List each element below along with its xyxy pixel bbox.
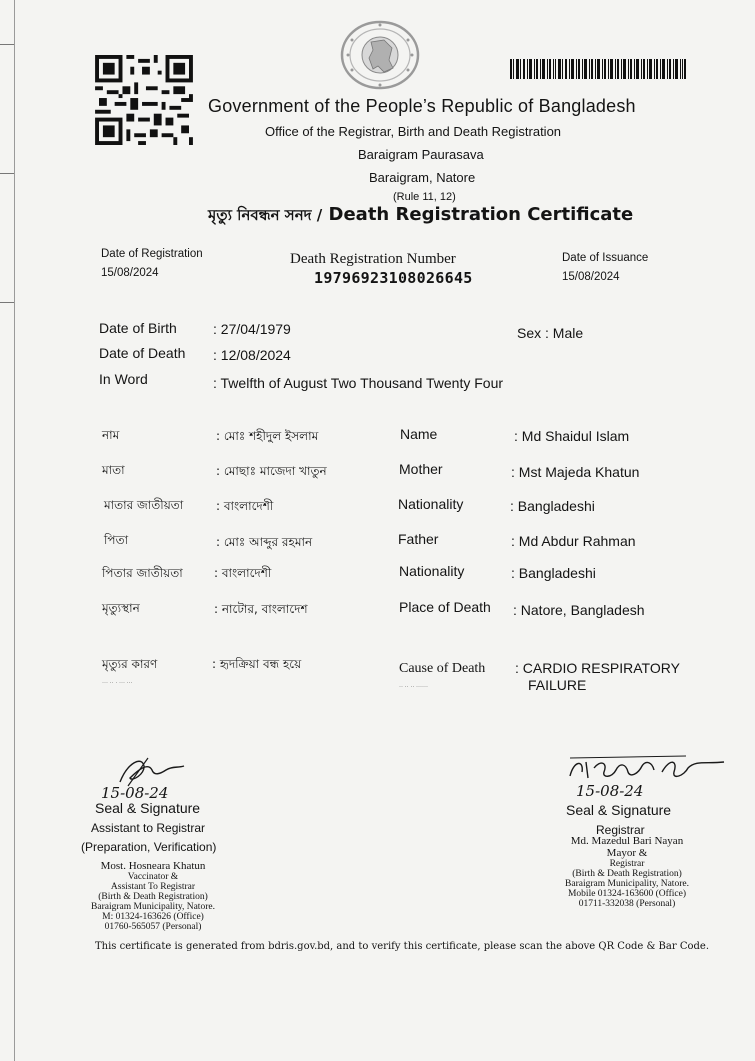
father-value-bn: : মোঃ আব্দুর রহমান bbox=[216, 535, 313, 549]
cause-label-bn-note: ··· ·· · ··· ··· bbox=[102, 680, 133, 686]
date-of-issuance-value: 15/08/2024 bbox=[562, 271, 620, 283]
left-seal-label: Seal & Signature bbox=[95, 800, 201, 816]
place-of-death-label: Place of Death bbox=[399, 599, 491, 615]
left-border-rule bbox=[0, 0, 15, 1061]
assistant-stamp-line: 01760-565057 (Personal) bbox=[104, 922, 202, 932]
father-nationality-value-bn: : বাংলাদেশী bbox=[214, 566, 272, 580]
cause-value-bn: : হৃদক্রিয়া বন্ধ হয়ে bbox=[212, 657, 302, 671]
name-value-bn: : মোঃ শহীদুল ইসলাম bbox=[216, 429, 319, 443]
father-nationality-label-bn: পিতার জাতীয়তা bbox=[102, 566, 183, 580]
registrar-stamp-line: Baraigram Municipality, Natore. bbox=[565, 879, 689, 889]
assistant-role-note: (Preparation, Verification) bbox=[81, 840, 217, 854]
date-of-registration-value: 15/08/2024 bbox=[101, 267, 159, 279]
dod-label: Date of Death bbox=[99, 345, 186, 361]
name-value: : Md Shaidul Islam bbox=[514, 428, 630, 444]
location-name: Baraigram, Natore bbox=[369, 170, 476, 185]
father-label: Father bbox=[398, 531, 439, 547]
inword-value: : Twelfth of August Two Thousand Twenty Four bbox=[213, 375, 504, 391]
cause-label: Cause of Death bbox=[399, 661, 486, 676]
cause-label-bn: মৃত্যুর কারণ bbox=[102, 657, 158, 671]
place-of-death-value-bn: : নাটোর, বাংলাদেশ bbox=[214, 602, 308, 616]
border-tick bbox=[0, 44, 14, 45]
rule-reference: (Rule 11, 12) bbox=[393, 191, 456, 203]
dob-value: : 27/04/1979 bbox=[213, 321, 291, 337]
registrar-stamp-line: 01711-332038 (Personal) bbox=[578, 899, 676, 909]
dob-label: Date of Birth bbox=[99, 320, 177, 336]
name-label: Name bbox=[400, 426, 438, 442]
father-label-bn: পিতা bbox=[104, 533, 129, 547]
cause-value-line1: : CARDIO RESPIRATORY bbox=[515, 660, 680, 676]
assistant-stamp-line: M: 01324-163626 (Office) bbox=[102, 912, 204, 922]
office-name: Office of the Registrar, Birth and Death Registration bbox=[265, 124, 562, 139]
mother-value: : Mst Majeda Khatun bbox=[511, 464, 640, 480]
sex-field: Sex : Male bbox=[517, 325, 584, 341]
government-seal-icon bbox=[340, 20, 420, 90]
mother-nationality-value-bn: : বাংলাদেশী bbox=[216, 499, 274, 513]
border-tick bbox=[0, 302, 14, 303]
assistant-stamp-line: Most. Hosneara Khatun bbox=[100, 860, 206, 872]
qr-code-icon[interactable] bbox=[95, 55, 193, 145]
registrar-stamp-line: Md. Mazedul Bari Nayan bbox=[570, 835, 684, 847]
mother-nationality-label-bn: মাতার জাতীয়তা bbox=[104, 498, 184, 512]
inword-label: In Word bbox=[99, 371, 148, 387]
assistant-stamp bbox=[78, 860, 228, 932]
certificate-title bbox=[208, 204, 633, 229]
assistant-role: Assistant to Registrar bbox=[91, 821, 206, 835]
name-label-bn: নাম bbox=[102, 428, 120, 442]
father-nationality-value: : Bangladeshi bbox=[511, 565, 596, 581]
verification-footer: This certificate is generated from bdris.gov.bd, and to verify this certificate, please scan the above QR Code & Bar Code. bbox=[95, 941, 709, 952]
place-of-death-value: : Natore, Bangladesh bbox=[513, 602, 645, 618]
father-nationality-label: Nationality bbox=[399, 563, 465, 579]
certificate-title-en: Death Registration Certificate bbox=[328, 204, 634, 225]
place-of-death-label-bn: মৃত্যুস্থান bbox=[102, 601, 140, 615]
certificate-title-bn: মৃত্যু নিবন্ধন সনদ / bbox=[208, 206, 323, 224]
registrar-stamp-line: (Birth & Death Registration) bbox=[572, 869, 682, 879]
registrar-signature-icon bbox=[566, 752, 726, 786]
father-value: : Md Abdur Rahman bbox=[511, 533, 636, 549]
registrar-stamp-line: Registrar bbox=[609, 859, 645, 869]
government-title: Government of the People’s Republic of Bangladesh bbox=[208, 96, 636, 116]
paurasava-name: Baraigram Paurasava bbox=[358, 147, 484, 162]
cause-label-note: ·· ·· ·· ······ bbox=[399, 684, 428, 690]
assistant-stamp-line: (Birth & Death Registration) bbox=[98, 892, 208, 902]
right-seal-label: Seal & Signature bbox=[566, 802, 672, 818]
assistant-stamp-line: Vaccinator & bbox=[127, 872, 179, 882]
assistant-handwritten-date: 15-08-24 bbox=[101, 784, 169, 802]
registrar-stamp-line: Mobile 01324-163600 (Office) bbox=[567, 889, 687, 899]
registrar-stamp-line: Mayor & bbox=[606, 847, 648, 859]
mother-nationality-value: : Bangladeshi bbox=[510, 498, 595, 514]
assistant-stamp-line: Assistant To Registrar bbox=[110, 882, 196, 892]
registrar-handwritten-date: 15-08-24 bbox=[576, 782, 644, 800]
border-tick bbox=[0, 173, 14, 174]
mother-nationality-label: Nationality bbox=[398, 496, 464, 512]
barcode-icon[interactable] bbox=[510, 59, 686, 79]
registration-number-value: 19796923108026645 bbox=[314, 269, 473, 287]
assistant-stamp-line: Baraigram Municipality, Natore. bbox=[91, 902, 215, 912]
mother-label-bn: মাতা bbox=[102, 463, 125, 477]
cause-value-line2: FAILURE bbox=[528, 677, 587, 693]
date-of-issuance-label: Date of Issuance bbox=[562, 252, 649, 264]
registrar-stamp bbox=[552, 835, 702, 909]
registrar-role: Registrar bbox=[596, 823, 645, 837]
mother-value-bn: : মোছাঃ মাজেদা খাতুন bbox=[216, 464, 327, 478]
date-of-registration-label: Date of Registration bbox=[101, 248, 203, 260]
mother-label: Mother bbox=[399, 461, 443, 477]
registration-number-label: Death Registration Number bbox=[290, 251, 456, 267]
dod-value: : 12/08/2024 bbox=[213, 347, 291, 363]
